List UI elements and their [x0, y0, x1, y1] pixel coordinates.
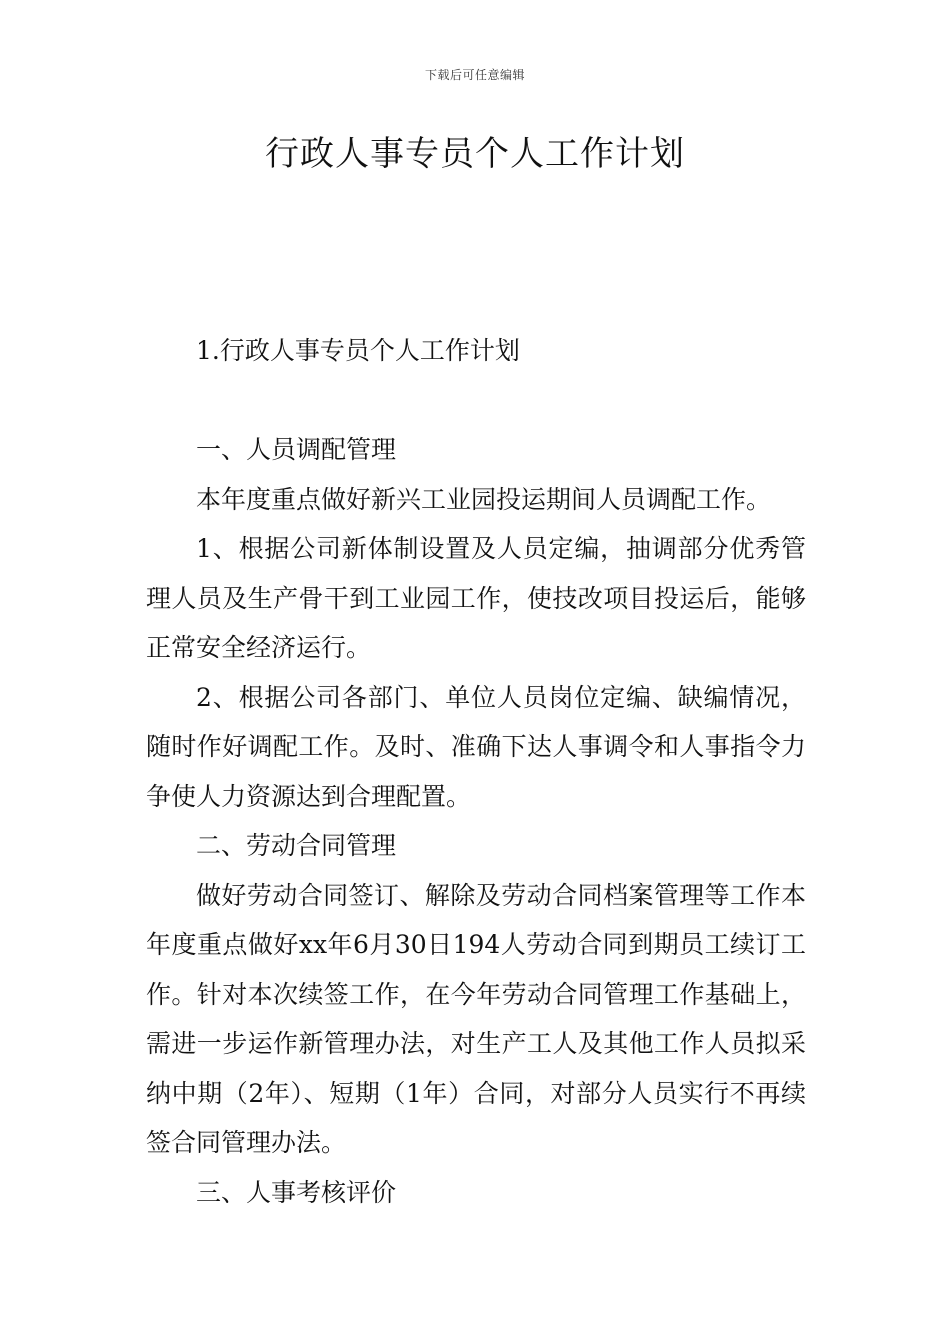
section-heading-staffing: 一、人员调配管理: [196, 435, 397, 464]
paragraph-staffing-focus: 本年度重点做好新兴工业园投运期间人员调配工作。: [196, 484, 772, 514]
document-title: 行政人事专员个人工作计划: [265, 134, 685, 174]
paragraph-contracts: 做好劳动合同签订、解除及劳动合同档案管理等工作本年度重点做好xx年6月30日194人劳动合同到期员工续订工作。针对本次续签工作，在今年劳动合同管理工作基础上，需进一步运作新管理办法，对生产工人及其他工作人员拟采纳中期（2年）、短期（1年）合同，对部分人员实行不再续签合同管理办法。: [146, 880, 806, 1157]
document-body: [146, 326, 806, 1217]
paragraph-staffing-item-2: 2、根据公司各部门、单位人员岗位定编、缺编情况，随时作好调配工作。及时、准确下达人事调令和人事指令力争使人力资源达到合理配置。: [146, 682, 806, 811]
section-heading-evaluation: 三、人事考核评价: [196, 1177, 397, 1207]
section-heading-contracts: 二、劳动合同管理: [196, 831, 397, 860]
header-note: 下载后可任意编辑: [424, 68, 525, 82]
paragraph-staffing-item-1: 1、根据公司新体制设置及人员定编，抽调部分优秀管理人员及生产骨干到工业园工作，使技改项目投运后，能够正常安全经济运行。: [146, 534, 806, 662]
section-subtitle: 1.行政人事专员个人工作计划: [196, 336, 520, 365]
